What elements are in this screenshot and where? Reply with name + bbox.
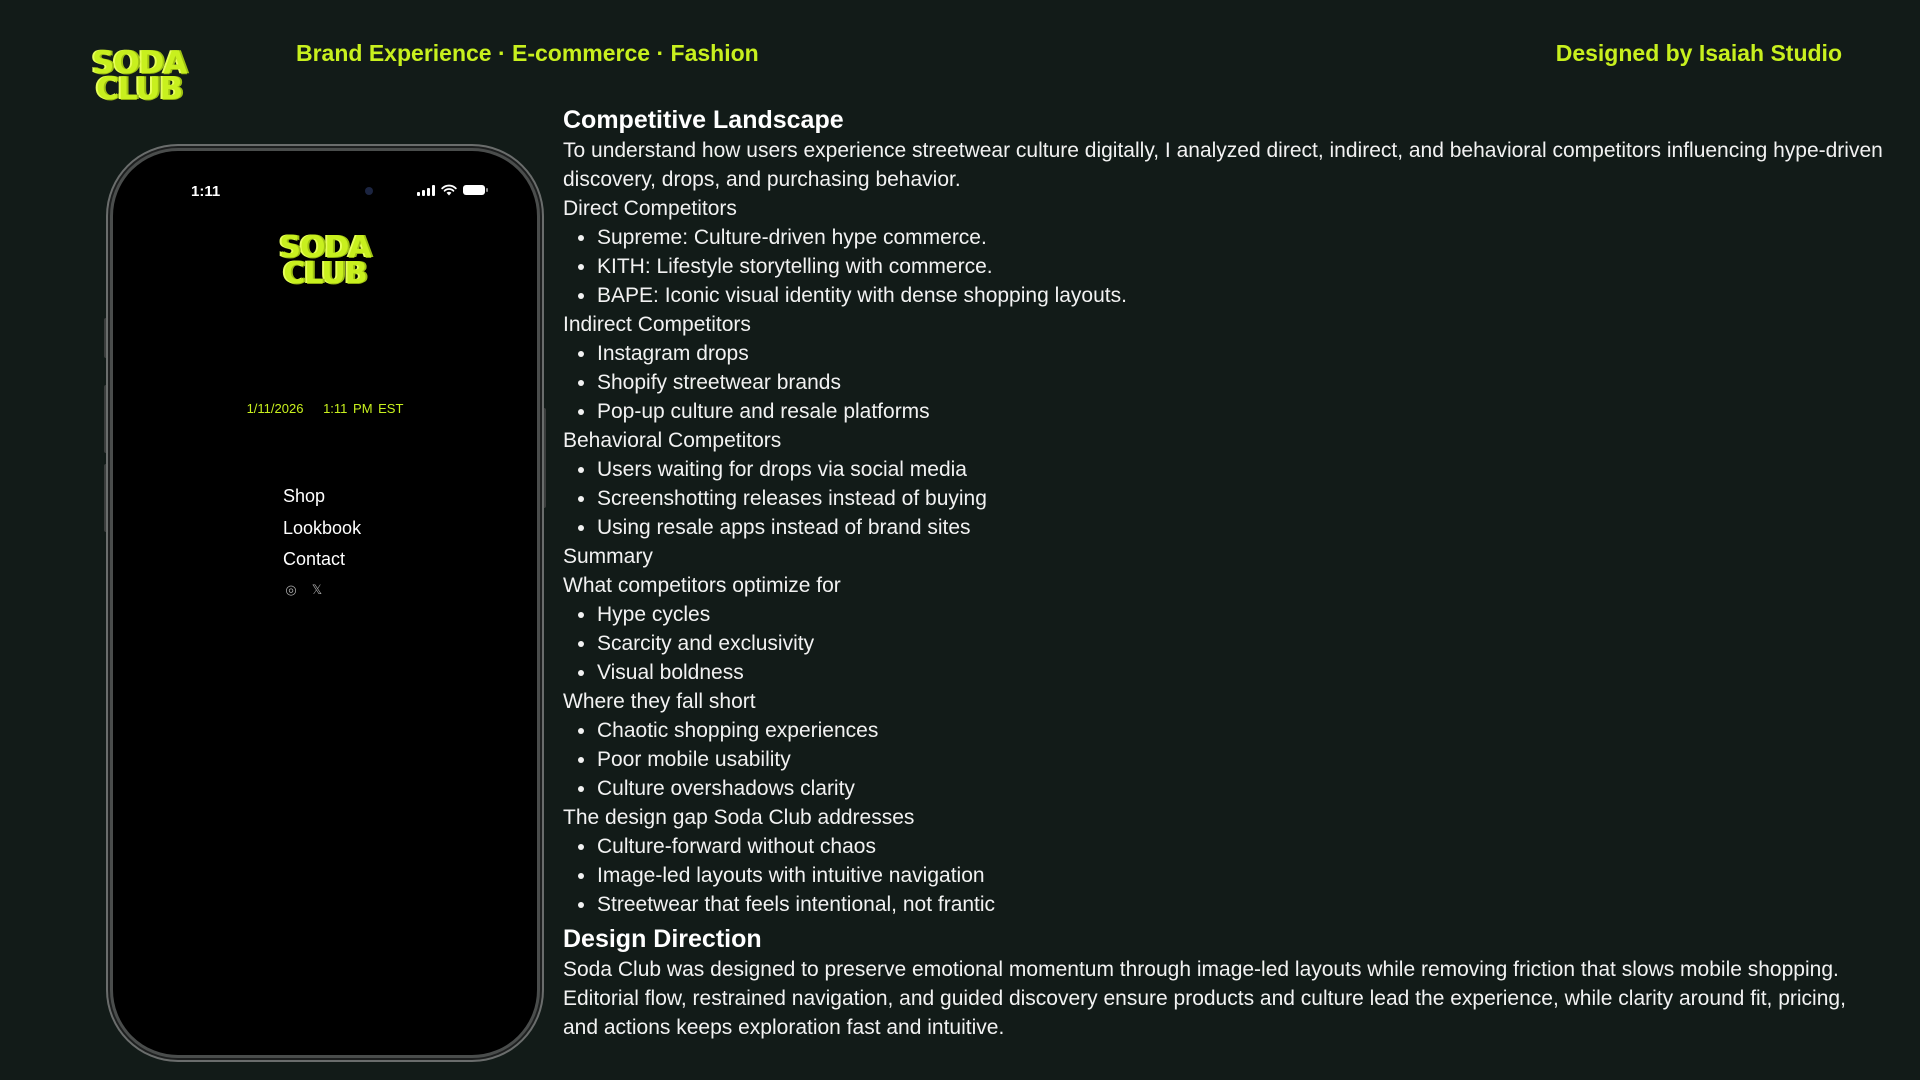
logo-line-2: CLUB bbox=[96, 71, 183, 108]
design-gap-list bbox=[563, 832, 1883, 919]
battery-icon bbox=[463, 185, 485, 195]
current-date: 1/11/2026 bbox=[246, 401, 304, 416]
designer-credit: Designed by Isaiah Studio bbox=[1555, 40, 1842, 66]
phone-nav-menu bbox=[283, 481, 361, 598]
behavioral-competitors-list bbox=[563, 455, 1883, 542]
list-item: • Image-led layouts with intuitive navigation bbox=[597, 861, 1883, 890]
list-item: • Visual boldness bbox=[597, 658, 1883, 687]
current-time: 1:11 PM EST bbox=[323, 401, 404, 416]
list-item: • Culture-forward without chaos bbox=[597, 832, 1883, 861]
fall-short-title: Where they fall short bbox=[563, 690, 756, 713]
design-direction-body: Soda Club was designed to preserve emotional momentum through image-led layouts while removing friction that slows mobile shopping. Editorial flow, restrained navigation, and guided discovery ensure products and culture lead the experience, while clarity around fit, pricing, and actions keeps exploration fast and intuitive. bbox=[563, 958, 1846, 1039]
behavioral-competitors-title: Behavioral Competitors bbox=[563, 429, 782, 452]
competitive-landscape-heading: Competitive Landscape bbox=[563, 106, 844, 134]
list-item: • Chaotic shopping experiences bbox=[597, 716, 1883, 745]
phone-logo-line-1: SODA bbox=[279, 230, 371, 265]
menu-item-shop[interactable]: Shop bbox=[283, 486, 326, 506]
menu-item-contact[interactable]: Contact bbox=[283, 549, 346, 569]
design-gap-title: The design gap Soda Club addresses bbox=[563, 806, 915, 829]
logo-line-1: SODA bbox=[92, 45, 187, 81]
phone-volume-up bbox=[104, 385, 108, 453]
competitive-intro: To understand how users experience streetwear culture digitally, I analyzed direct, indirect, and behavioral competitors influencing hype-driven discovery, drops, and purchasing behavior. bbox=[563, 139, 1883, 191]
social-links bbox=[283, 582, 361, 598]
camera-dot bbox=[365, 187, 373, 195]
fall-short-list bbox=[563, 716, 1883, 803]
case-study-content bbox=[563, 104, 1883, 1042]
list-item: • KITH: Lifestyle storytelling with commerce. bbox=[597, 252, 1883, 281]
direct-competitors-title: Direct Competitors bbox=[563, 197, 737, 220]
list-item: • Users waiting for drops via social media bbox=[597, 455, 1883, 484]
cellular-signal-icon bbox=[417, 185, 435, 196]
indirect-competitors-list bbox=[563, 339, 1883, 426]
instagram-icon[interactable]: ◎ bbox=[285, 581, 297, 597]
list-item: • Shopify streetwear brands bbox=[597, 368, 1883, 397]
date-time-display bbox=[113, 401, 537, 416]
status-bar-time: 1:11 bbox=[191, 183, 221, 200]
indirect-competitors-title: Indirect Competitors bbox=[563, 313, 751, 336]
brand-logo[interactable] bbox=[92, 45, 187, 108]
phone-volume-down bbox=[104, 464, 108, 532]
list-item: • Using resale apps instead of brand sites bbox=[597, 513, 1883, 542]
optimize-list bbox=[563, 600, 1883, 687]
summary-title: Summary bbox=[563, 545, 653, 568]
direct-competitors-list bbox=[563, 223, 1883, 310]
list-item: • Supreme: Culture-driven hype commerce. bbox=[597, 223, 1883, 252]
design-direction-heading: Design Direction bbox=[563, 925, 762, 953]
list-item: • Pop-up culture and resale platforms bbox=[597, 397, 1883, 426]
status-bar-icons bbox=[417, 184, 485, 196]
phone-logo-line-2: CLUB bbox=[283, 255, 367, 291]
phone-silent-switch bbox=[104, 318, 108, 358]
list-item: • Instagram drops bbox=[597, 339, 1883, 368]
x-twitter-icon[interactable]: 𝕏 bbox=[311, 581, 323, 597]
list-item: • Streetwear that feels intentional, not frantic bbox=[597, 890, 1883, 919]
list-item: • Poor mobile usability bbox=[597, 745, 1883, 774]
optimize-title: What competitors optimize for bbox=[563, 574, 841, 597]
phone-mockup bbox=[110, 148, 540, 1058]
list-item: • Culture overshadows clarity bbox=[597, 774, 1883, 803]
phone-power-button bbox=[542, 408, 546, 508]
list-item: • Hype cycles bbox=[597, 600, 1883, 629]
project-tagline: Brand Experience · E-commerce · Fashion bbox=[296, 40, 759, 66]
list-item: • BAPE: Iconic visual identity with dense shopping layouts. bbox=[597, 281, 1883, 310]
menu-item-lookbook[interactable]: Lookbook bbox=[283, 517, 362, 538]
list-item: • Screenshotting releases instead of buying bbox=[597, 484, 1883, 513]
phone-brand-logo[interactable] bbox=[113, 230, 537, 291]
wifi-icon bbox=[441, 184, 457, 196]
list-item: • Scarcity and exclusivity bbox=[597, 629, 1883, 658]
